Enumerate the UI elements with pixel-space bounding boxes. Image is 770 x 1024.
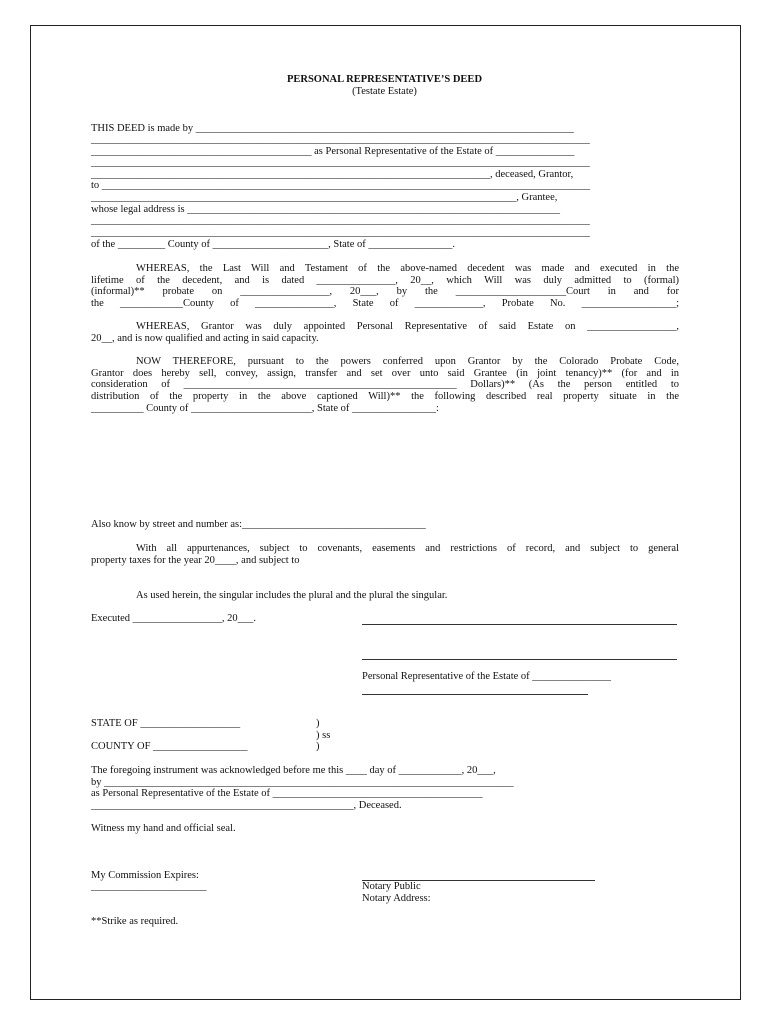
grantee-line: _________________________________________________________________________________, Grantee,	[91, 192, 558, 203]
whereas-appointed-line2: 20__, and is now qualified and acting in said capacity.	[91, 333, 319, 344]
now-therefore-line3: consideration of ____________________________________________________ Dollars)** (As the person entitled to	[91, 379, 679, 390]
signature-line	[362, 624, 677, 625]
blank-line: _______________________________________________________________________________________________	[91, 157, 590, 168]
legal-address-line: whose legal address is _______________________________________________________________________	[91, 204, 560, 215]
signature-line	[362, 694, 588, 695]
whereas-appointed-line1: WHEREAS, Grantor was duly appointed Personal Representative of said Estate on _________________,	[136, 321, 679, 332]
venue-bracket: )	[316, 741, 320, 752]
strike-note: **Strike as required.	[91, 916, 179, 927]
now-therefore-line4: distribution of the property in the above captioned Will)** the following described real property situate in the	[91, 391, 679, 402]
acknowledgment-line2: by ______________________________________________________________________________	[91, 777, 514, 788]
executed-line: Executed _________________, 20___.	[91, 613, 257, 624]
notary-address-label: Notary Address:	[362, 893, 431, 904]
whereas-will-line3: (informal)** probate on _________________, 20___, by the _____________________Court in and for	[91, 286, 679, 297]
to-line: to _____________________________________________________________________________________________	[91, 180, 591, 191]
county-state-line: of the _________ County of ______________________, State of ________________.	[91, 239, 455, 250]
appurtenances-line2: property taxes for the year 20____, and subject to	[91, 555, 300, 566]
venue-ss: ) ss	[316, 730, 331, 741]
notary-public-label: Notary Public	[362, 881, 421, 892]
now-therefore-line1: NOW THEREFORE, pursuant to the powers conferred upon Grantor by the Colorado Probate Code,	[136, 356, 679, 367]
venue-bracket: )	[316, 718, 320, 729]
acknowledgment-line1: The foregoing instrument was acknowledged before me this ____ day of ____________, 20___,	[91, 765, 496, 776]
commission-expires-blank: ______________________	[91, 881, 207, 892]
personal-representative-line: __________________________________________ as Personal Representative of the Estate of _______________	[91, 146, 575, 157]
now-therefore-line5: __________ County of _______________________, State of ________________:	[91, 403, 439, 414]
deed-made-by-line: THIS DEED is made by ________________________________________________________________________	[91, 123, 574, 134]
county-of-line: COUNTY OF __________________	[91, 741, 248, 752]
acknowledgment-line3: as Personal Representative of the Estate of ________________________________________	[91, 788, 483, 799]
street-address-line: Also know by street and number as:___________________________________	[91, 519, 426, 530]
whereas-will-line4: the ____________County of _______________, State of _____________, Probate No. __________________;	[91, 298, 679, 309]
acknowledgment-line4: __________________________________________________, Deceased.	[91, 800, 402, 811]
witness-line: Witness my hand and official seal.	[91, 823, 236, 834]
deceased-grantor-line: ____________________________________________________________________________, deceased, Grantor,	[91, 169, 574, 180]
commission-expires-label: My Commission Expires:	[91, 870, 199, 881]
signature-line	[362, 659, 677, 660]
singular-plural-line: As used herein, the singular includes the plural and the plural the singular.	[136, 590, 448, 601]
blank-line: _______________________________________________________________________________________________	[91, 134, 590, 145]
blank-line: _______________________________________________________________________________________________	[91, 227, 590, 238]
document-subtitle: (Testate Estate)	[352, 86, 417, 97]
personal-representative-estate-line: Personal Representative of the Estate of _______________	[362, 671, 612, 682]
now-therefore-line2: Grantor does hereby sell, convey, assign, transfer and set over unto said Grantee (in joint tenancy)** (for and in	[91, 368, 679, 379]
blank-line: _______________________________________________________________________________________________	[91, 215, 590, 226]
appurtenances-line1: With all appurtenances, subject to covenants, easements and restrictions of record, and subject to general	[136, 543, 679, 554]
document-title: PERSONAL REPRESENTATIVE’S DEED	[286, 74, 483, 85]
state-of-line: STATE OF ___________________	[91, 718, 241, 729]
whereas-will-line2: lifetime of the decedent, and is dated _______________, 20__, which Will was duly admitted to (formal)	[91, 275, 679, 286]
whereas-will-line1: WHEREAS, the Last Will and Testament of the above-named decedent was made and executed in the	[136, 263, 679, 274]
